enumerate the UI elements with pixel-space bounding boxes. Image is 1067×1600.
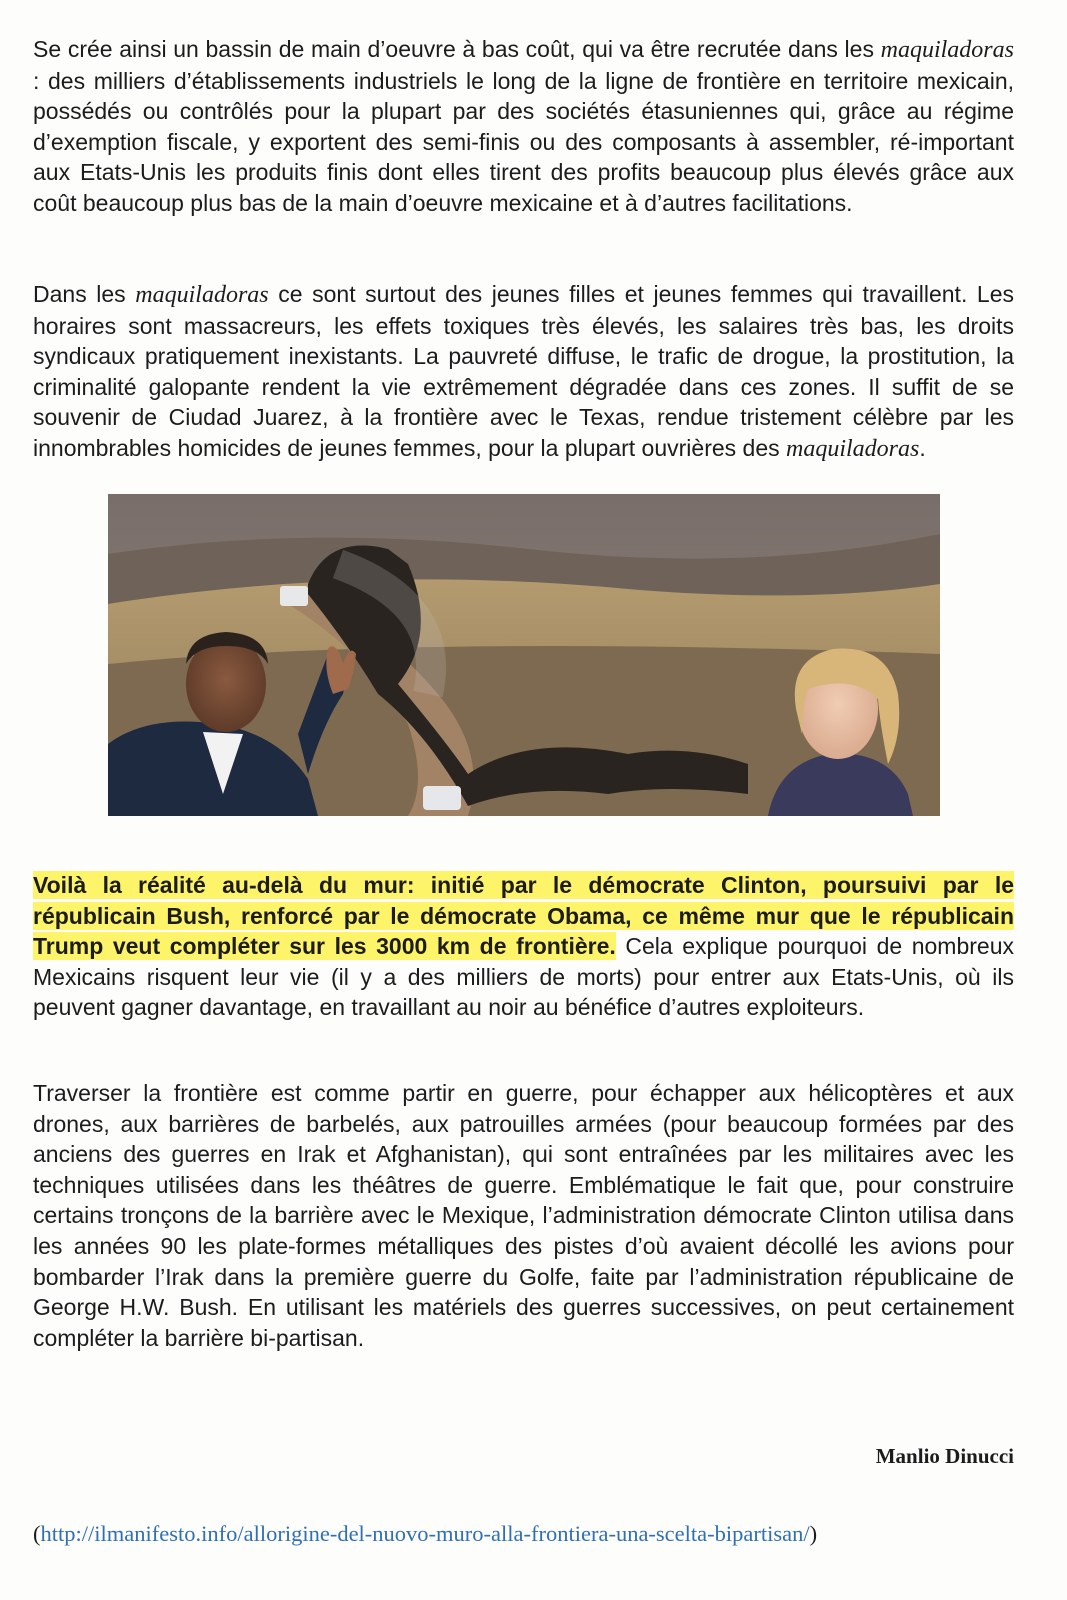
italic-term: maquiladoras (880, 37, 1014, 63)
paragraph-wall-reality (33, 870, 1014, 1023)
paren-open: ( (33, 1521, 41, 1546)
source-link[interactable]: http://ilmanifesto.info/allorigine-del-nuovo-muro-alla-frontiera-una-scelta-bipartisan/ (40, 1521, 810, 1546)
paragraph-text: Cela explique pourquoi de nombreux Mexicains risquent leur vie (il y a des milliers de morts) pour entrer aux Etats-Unis, où ils peuvent gagner davantage, en travaillant au noir au bénéfice d’autres exploiteurs. (33, 933, 1015, 1021)
patrol-vehicle-far (280, 586, 308, 606)
paragraph-text: ce sont surtout des jeunes filles et jeunes femmes qui travaillent. Les horaires sont massacreurs, les effets toxiques très élevés, les salaires très bas, les droits syndicaux pratiquement inexistants. La pauvreté diffuse, le trafic de drogue, la prostitution, la criminalité galopante rendent la vie extrêmement dégradée dans ces zones. Il suffit de se souvenir de Ciudad Juarez, à la frontière avec le Texas, rendue tristement célèbre par les innombrables homicides de jeunes femmes, pour la plupart ouvrières des (33, 281, 1015, 461)
paragraph-working-conditions (33, 279, 1014, 465)
source-citation (33, 1521, 817, 1547)
paragraph-text: Dans les (33, 281, 136, 307)
paragraph-text: Se crée ainsi un bassin de main d’oeuvre à bas coût, qui va être recrutée dans les (33, 36, 881, 62)
italic-term: maquiladoras (786, 435, 920, 462)
author-signature: Manlio Dinucci (875, 1444, 1014, 1468)
paragraph-maquiladoras-intro (33, 34, 1014, 219)
italic-term: maquiladoras (135, 282, 269, 308)
border-wall-photo (108, 494, 940, 816)
paragraph-text: . (919, 434, 926, 461)
highlighted-statement: Voilà la réalité au-delà du mur: initié par le démocrate Clinton, poursuivi par le républicain Bush, renforcé par le démocrate Obama, ce même mur que le républicain Trump veut compléter sur les 3000 km de frontière. (33, 872, 1014, 960)
patrol-vehicle-near (423, 786, 461, 810)
paragraph-text: : des milliers d’établissements industriels le long de la ligne de frontière en territoire mexicain, possédés ou contrôlés pour la plupart par des sociétés étasuniennes qui, grâce au régime d’exemption fiscale, y exportent des semi-finis ou des composants à assembler, ré-important aux Etats-Unis les produits finis dont elles tirent des profits beaucoup plus élevés grâce aux coût beaucoup plus bas de la main d’oeuvre mexicaine et à d’autres facilitations. (33, 67, 1014, 216)
paragraph-crossing-border: Traverser la frontière est comme partir en guerre, pour échapper aux hélicoptères et aux drones, aux barrières de barbelés, aux patrouilles armées (pour beaucoup formées par des anciens des guerres en Irak et Afghanistan), qui sont entraînées par les militaires avec les techniques utilisées dans les théâtres de guerre. Emblématique le fait que, pour construire certains tronçons de la barrière avec le Mexique, l’administration démocrate Clinton utilisa dans les années 90 les plate-formes métalliques des pistes d’où avaient décollé les avions pour bombarder l’Irak dans la première guerre du Golfe, faite par l’administration républicaine de George H.W. Bush. En utilisant les matériels des guerres successives, on peut certainement compléter la barrière bi-partisan. (33, 1080, 1014, 1351)
paren-close: ) (809, 1521, 818, 1546)
